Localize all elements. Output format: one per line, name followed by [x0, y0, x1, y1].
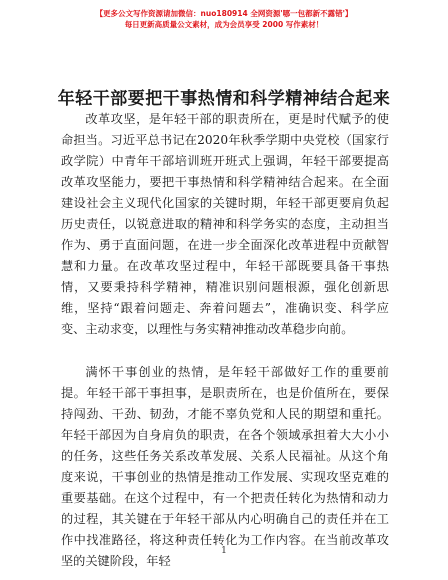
body-paragraph-2 [61, 362, 389, 572]
promo-banner-line-2: 每日更新高质量公文素材，成为会员享受 2000 写作素材！ [124, 20, 324, 29]
promo-banner [0, 8, 448, 30]
document-title: 年轻干部要把干事热情和科学精神结合起来 [57, 89, 391, 109]
promo-banner-line-1: 【更多公文写作资源请加微信：nuo180914 全网资源'哪一包都新不露错'】 [95, 9, 353, 18]
body-paragraph-1 [61, 109, 389, 340]
paragraph-text: 改革攻坚，是年轻干部的职责所在，更是时代赋予的使命担当。习近平总书记在2020年秋季学期中央党校（国家行政学院）中青年干部培训班开班式上强调，年轻干部要提高改革攻坚能力，要把干事热情和科学精神结合起来。在全面建设社会主义现代化国家的关键时期，年轻干部更要肩负起历史责任，以锐意进取的精神和科学务实的态度，主动担当作为、勇于直面问题，在进一步全面深化改革进程中贡献智慧和力量。在改革攻坚过程中，年轻干部既要具备干事热情，又要秉持科学精神，精准识别问题根源，强化创新思维，坚持“跟着问题走、奔着问题去”，准确识变、科学应变、主动求变，以理性与务实精神推动改革稳步向前。 [61, 112, 389, 336]
paragraph-text: 满怀干事创业的热情，是年轻干部做好工作的重要前提。年轻干部干事担事，是职责所在，也是价值所在，要保持闯劲、干劲、韧劲，才能不辜负党和人民的期望和重托。年轻干部因为自身肩负的职责，在各个领域承担着大大小小的任务，这些任务关系改革发展、关系人民福祉。从这个角度来说，干事创业的热情是推动工作发展、实现攻坚克难的重要基础。在这个过程中，有一个把责任转化为热情和动力的过程，其关键在于年轻干部从内心明确自己的责任并在工作中找准路径，将这种责任转化为工作内容。在当前改革攻坚的关键阶段，年轻 [61, 365, 389, 568]
page-number: 1 [221, 546, 227, 556]
